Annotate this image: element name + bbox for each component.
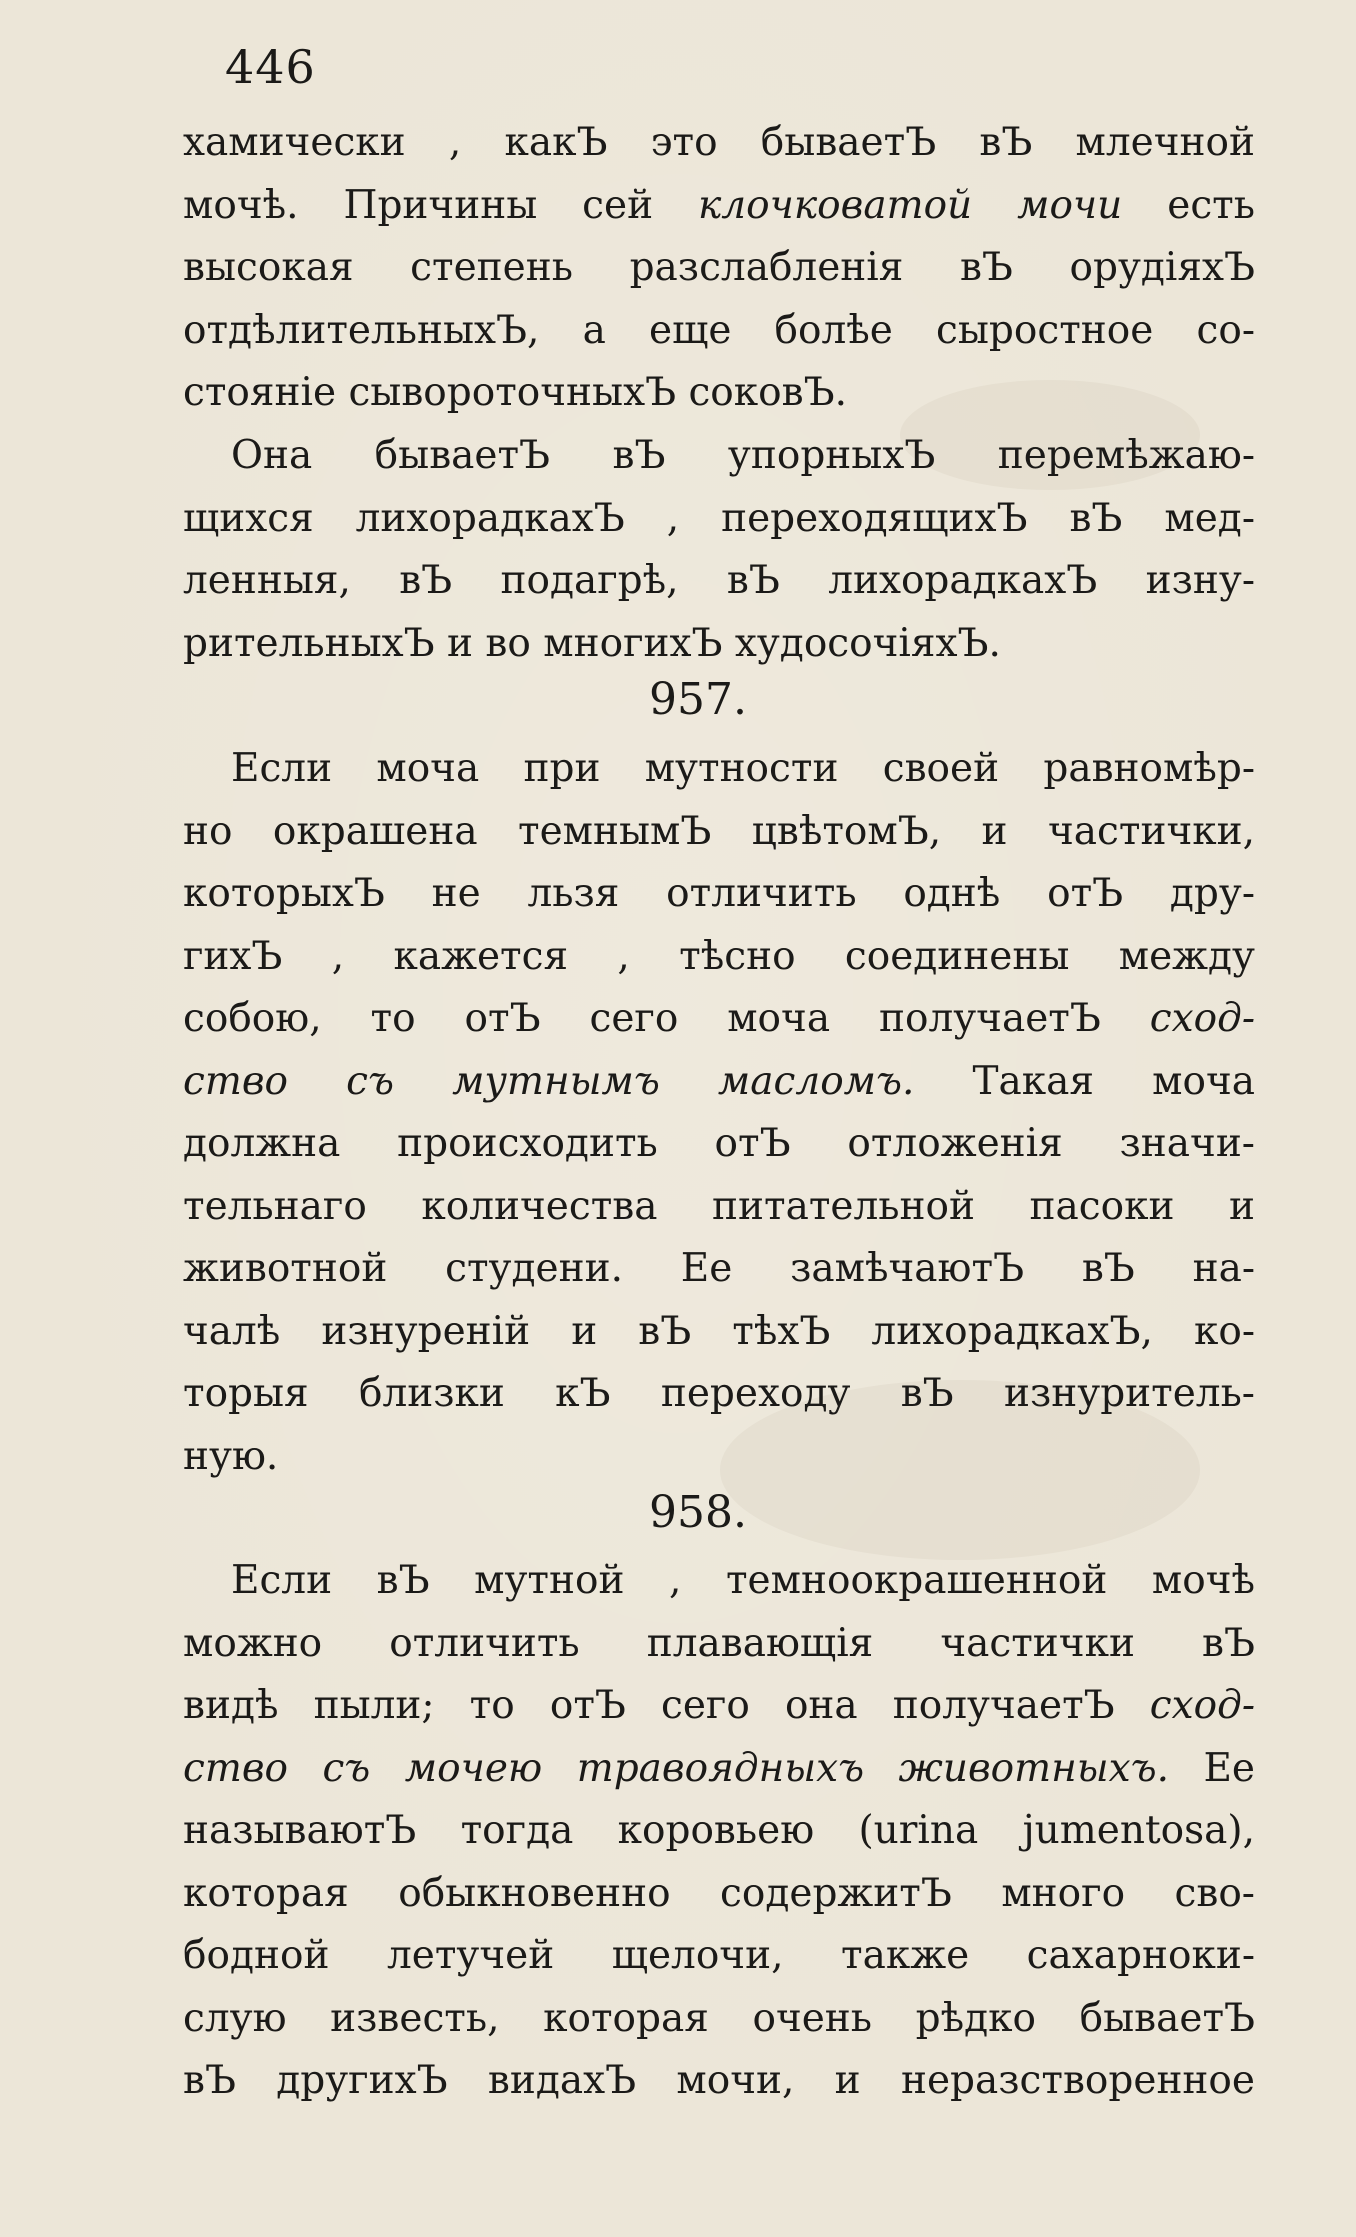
text-line: стояніе сывороточныхЪ соковЪ. <box>183 370 847 415</box>
text-fragment: видѣ пыли; то отЪ сего она получаетЪ <box>183 1683 1150 1728</box>
text-line: тельнаго количества питательной пасоки и <box>183 1183 1255 1229</box>
text-line: гихЪ , кажется , тѣсно соединены между <box>183 933 1255 979</box>
text-line: чалѣ изнуреній и вЪ тѣхЪ лихорадкахЪ, ко- <box>183 1308 1255 1354</box>
text-fragment: есть <box>1122 182 1255 228</box>
text-line: бодной летучей щелочи, также сахарноки- <box>183 1933 1255 1978</box>
text-line: ную. <box>183 1433 279 1479</box>
italic-term: сход- <box>1149 1683 1255 1728</box>
text-line-mixed <box>183 175 1255 238</box>
paragraph-958 <box>183 1550 1255 2113</box>
page-number: 446 <box>225 40 316 94</box>
text-line: Если моча при мутности своей равномѣр- <box>231 746 1255 791</box>
text-line: можно отличить плавающія частички вЪ <box>183 1620 1255 1666</box>
text-line: Если вЪ мутной , темноокрашенной мочѣ <box>231 1558 1255 1603</box>
section-number: 958. <box>649 1487 747 1538</box>
text-line: которая обыкновенно содержитЪ много сво- <box>183 1870 1255 1916</box>
text-line-mixed <box>183 988 1255 1051</box>
italic-term: ство съ мутнымъ масломъ. <box>183 1058 915 1104</box>
text-line-mixed <box>183 1675 1255 1738</box>
text-line: торыя близки кЪ переходу вЪ изнуритель- <box>183 1371 1255 1416</box>
text-line: называютЪ тогда коровьею (urina jumentosa), <box>183 1808 1255 1853</box>
text-fragment: мочѣ. Причины сей <box>183 182 699 228</box>
text-line-mixed <box>183 1051 1255 1114</box>
text-line: щихся лихорадкахЪ , переходящихЪ вЪ мед- <box>183 495 1255 541</box>
section-number: 957. <box>649 674 747 725</box>
text-fragment: Ее <box>1168 1745 1255 1791</box>
text-line: но окрашена темнымЪ цвѣтомЪ, и частички, <box>183 808 1255 854</box>
italic-term: ство съ мочею травоядныхъ животныхъ. <box>183 1745 1169 1791</box>
paragraph-957 <box>183 738 1255 1488</box>
text-line: должна происходить отЪ отложенія значи- <box>183 1121 1255 1166</box>
text-line-mixed <box>183 1738 1255 1801</box>
italic-term: сход- <box>1149 996 1255 1041</box>
text-line: хамически , какЪ это бываетЪ вЪ млечной <box>183 120 1255 165</box>
text-line: высокая степень разслабленія вЪ орудіяхЪ <box>183 245 1255 290</box>
text-line: ленныя, вЪ подагрѣ, вЪ лихорадкахЪ изну- <box>183 558 1255 603</box>
text-line: рительныхЪ и во многихЪ худосочіяхЪ. <box>183 620 1001 666</box>
text-fragment: Такая моча <box>914 1058 1256 1104</box>
paragraph-2 <box>183 425 1255 675</box>
text-line: Она бываетЪ вЪ упорныхЪ перемѣжаю- <box>231 433 1255 478</box>
paragraph-1 <box>183 112 1255 425</box>
text-line: отдѣлительныхЪ, а еще болѣе сыростное со- <box>183 307 1255 353</box>
text-line: которыхЪ не льзя отличить однѣ отЪ дру- <box>183 871 1255 916</box>
text-line: вЪ другихЪ видахЪ мочи, и неразстворенное <box>183 2058 1255 2103</box>
text-fragment: собою, то отЪ сего моча получаетЪ <box>183 996 1150 1041</box>
text-line: слую известь, которая очень рѣдко бываетЪ <box>183 1995 1255 2041</box>
text-line: животной студени. Ее замѣчаютЪ вЪ на- <box>183 1246 1255 1291</box>
italic-term: клочковатой мочи <box>698 182 1123 228</box>
